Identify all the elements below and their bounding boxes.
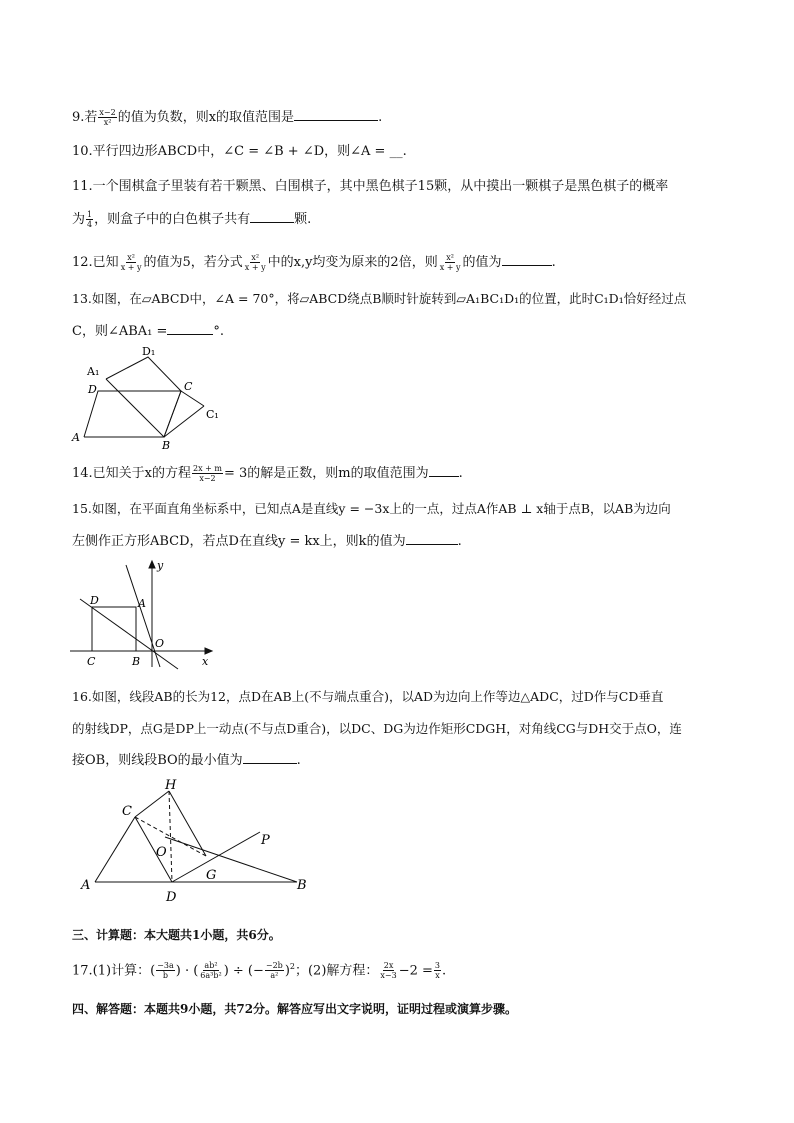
label-d: D (88, 383, 97, 396)
q12-fraction-1 (120, 253, 143, 272)
label-a1: A₁ (87, 365, 100, 378)
segment-ch (135, 791, 169, 817)
label-a: A (138, 597, 146, 610)
q11-post: ，则盒子中的白色棋子共有 (94, 212, 251, 227)
question-12 (72, 253, 556, 272)
q12-p3: 中的x,y均变为原来的2倍，则 (267, 255, 438, 270)
q11-end: 颗. (294, 212, 312, 227)
label-b: B (297, 878, 307, 893)
q15-figure (62, 555, 222, 670)
q16-end: . (296, 753, 301, 768)
question-9 (72, 108, 382, 127)
segment-c-c1 (181, 391, 204, 406)
y-axis-arrow (149, 561, 155, 568)
label-c: C (184, 380, 193, 393)
q13-end: °. (213, 324, 225, 339)
label-y: y (157, 559, 164, 572)
label-d: D (166, 890, 177, 905)
q14-p1: 14.已知关于x的方程 (72, 466, 192, 481)
diagonal-dh (169, 791, 172, 882)
parallelogram-a1bc1d1 (106, 357, 181, 437)
q12-answer-blank[interactable] (502, 253, 552, 266)
q12-p1: 12.已知 (72, 255, 119, 270)
q12-den-1: x + y (120, 263, 142, 272)
q12-p4: 的值为 (462, 255, 502, 270)
q17-f4-num: 2x (383, 961, 394, 971)
q12-end: . (551, 255, 556, 270)
label-g: G (206, 868, 217, 883)
q15-line2-text: 左侧作正方形ABCD，若点D在直线y = kx上，则k的值为 (72, 534, 406, 549)
q17-f1-den: b (162, 971, 169, 981)
q17-f5-den: x (435, 971, 440, 981)
question-15-line2 (72, 532, 462, 551)
question-11-line2 (72, 210, 311, 229)
q11-answer-blank[interactable] (250, 210, 294, 223)
q14-den: x−2 (199, 474, 216, 483)
q17-p2: ；(2)解方程： (294, 963, 379, 979)
q17-p3: −2 = (398, 963, 433, 979)
label-b: B (132, 655, 141, 668)
section-4-heading: 四、解答题：本题共9小题，共72分。解答应写出文字说明，证明过程或演算步骤。 (72, 1002, 518, 1016)
q12-num-1: x² (127, 253, 135, 262)
q15-end: . (457, 534, 462, 549)
q12-num-2: x² (251, 253, 260, 262)
q15-answer-blank[interactable] (406, 532, 458, 545)
label-a: A (81, 878, 91, 893)
q17-f3-num: −2b (265, 961, 283, 971)
question-16-line1: 16.如图，线段AB的长为12，点D在AB上(不与端点重合)，以AD为边向上作等边△ADC，过D作与CD垂直 (72, 689, 664, 704)
q9-end: . (378, 110, 383, 125)
label-o: O (156, 845, 167, 860)
question-17: 17.(1)计算：( $\frac{-3a}{b}$ ) · ( $\frac{\text{ab²}}{\text{6a³b²}}$ ) ÷ (− $\frac{-2b}{\text{a²}}$ )$^2$；(2)解方程： $\frac{2x}{x-3}$ −2 = $\frac{3}{x}$ . (72, 961, 447, 981)
q17-fraction-4 (379, 961, 397, 980)
q11-fraction (86, 210, 93, 229)
question-13-line1: 13.如图，在▱ABCD中，∠A = 70°，将▱ABCD绕点B顺时针旋转到▱A₁BC₁D₁的位置，此时C₁D₁恰好经过点 (72, 291, 687, 306)
q13-line2-text: C，则∠ABA₁ = (72, 324, 168, 339)
q16-answer-blank[interactable] (243, 751, 297, 764)
q17-f2-num: ab² (204, 961, 218, 971)
q17-end: . (442, 963, 447, 979)
q9-fraction (98, 108, 116, 127)
q12-fraction-2 (244, 253, 267, 272)
segment-ac (95, 817, 135, 882)
label-h: H (165, 778, 177, 793)
q17-fraction-2 (199, 961, 222, 980)
section-3-heading: 三、计算题：本大题共1小题，共6分。 (72, 928, 281, 942)
q17-f1-num: −3a (157, 961, 174, 971)
q17-f3-den: a² (270, 971, 279, 981)
label-d: D (90, 594, 99, 607)
q17-fraction-3 (265, 961, 284, 980)
q9-num: x−2 (99, 108, 116, 117)
q17-f5-num: 3 (434, 961, 441, 971)
label-d1: D₁ (142, 345, 156, 358)
label-x: x (202, 655, 209, 668)
q9-answer-blank[interactable] (294, 108, 378, 121)
q17-f2-den: 6a³b² (200, 971, 222, 981)
q12-num-3: x² (446, 253, 454, 262)
q13-figure (60, 340, 240, 455)
q17-fraction-1 (156, 961, 175, 980)
label-c1: C₁ (206, 408, 219, 421)
q17-p1: 17.(1)计算： (72, 963, 151, 979)
question-10: 10.平行四边形ABCD中，∠C = ∠B + ∠D，则∠A = __. (72, 144, 407, 159)
segment-hg (169, 791, 206, 856)
label-c: C (87, 655, 96, 668)
label-p: P (261, 833, 270, 848)
square-abcd (92, 607, 136, 651)
q14-end: . (458, 466, 463, 481)
q12-den-2: x + y (244, 263, 266, 272)
q9-den: x² (103, 118, 112, 127)
line-y-neg3x (126, 565, 160, 667)
question-13-line2 (72, 322, 224, 341)
q11-pre: 为 (72, 212, 86, 227)
q11-den: 4 (87, 220, 93, 229)
q13-answer-blank[interactable] (167, 322, 213, 335)
q12-den-3: x + y (439, 263, 461, 272)
q14-num: 2x + m (193, 464, 222, 473)
q17-f4-den: x−3 (380, 971, 397, 981)
label-a: A (72, 431, 80, 444)
q11-num: 1 (87, 210, 93, 219)
question-16-line2: 的射线DP，点G是DP上一动点(不与点D重合)，以DC、DG为边作矩形CDGH，对角线CG与DH交于点O，连 (72, 721, 682, 736)
q12-fraction-3 (439, 253, 462, 272)
label-b: B (162, 439, 171, 452)
label-o: O (155, 637, 165, 650)
question-11-line1: 11.一个围棋盒子里装有若干颗黑、白围棋子，其中黑色棋子15颗，从中摸出一颗棋子是黑色棋子的概率 (72, 179, 669, 194)
q16-figure (75, 775, 325, 905)
q14-fraction (192, 464, 223, 483)
x-axis-arrow (205, 648, 212, 654)
label-c: C (122, 804, 132, 819)
q14-p2: = 3的解是正数，则m的取值范围为 (224, 466, 429, 481)
question-15-line1: 15.如图，在平面直角坐标系中，已知点A是直线y = −3x上的一点，过点A作AB ⊥ x轴于点B，以AB为边向 (72, 501, 671, 516)
q9-prefix: 9.若 (72, 110, 98, 125)
q9-suffix: 的值为负数，则x的取值范围是 (117, 110, 295, 125)
q17-fraction-5 (434, 961, 441, 980)
question-14 (72, 464, 463, 483)
question-16-line3 (72, 751, 301, 770)
q16-line3-text: 接OB，则线段BO的最小值为 (72, 753, 243, 768)
q12-p2: 的值为5，若分式 (143, 255, 243, 270)
q14-answer-blank[interactable] (429, 464, 459, 477)
